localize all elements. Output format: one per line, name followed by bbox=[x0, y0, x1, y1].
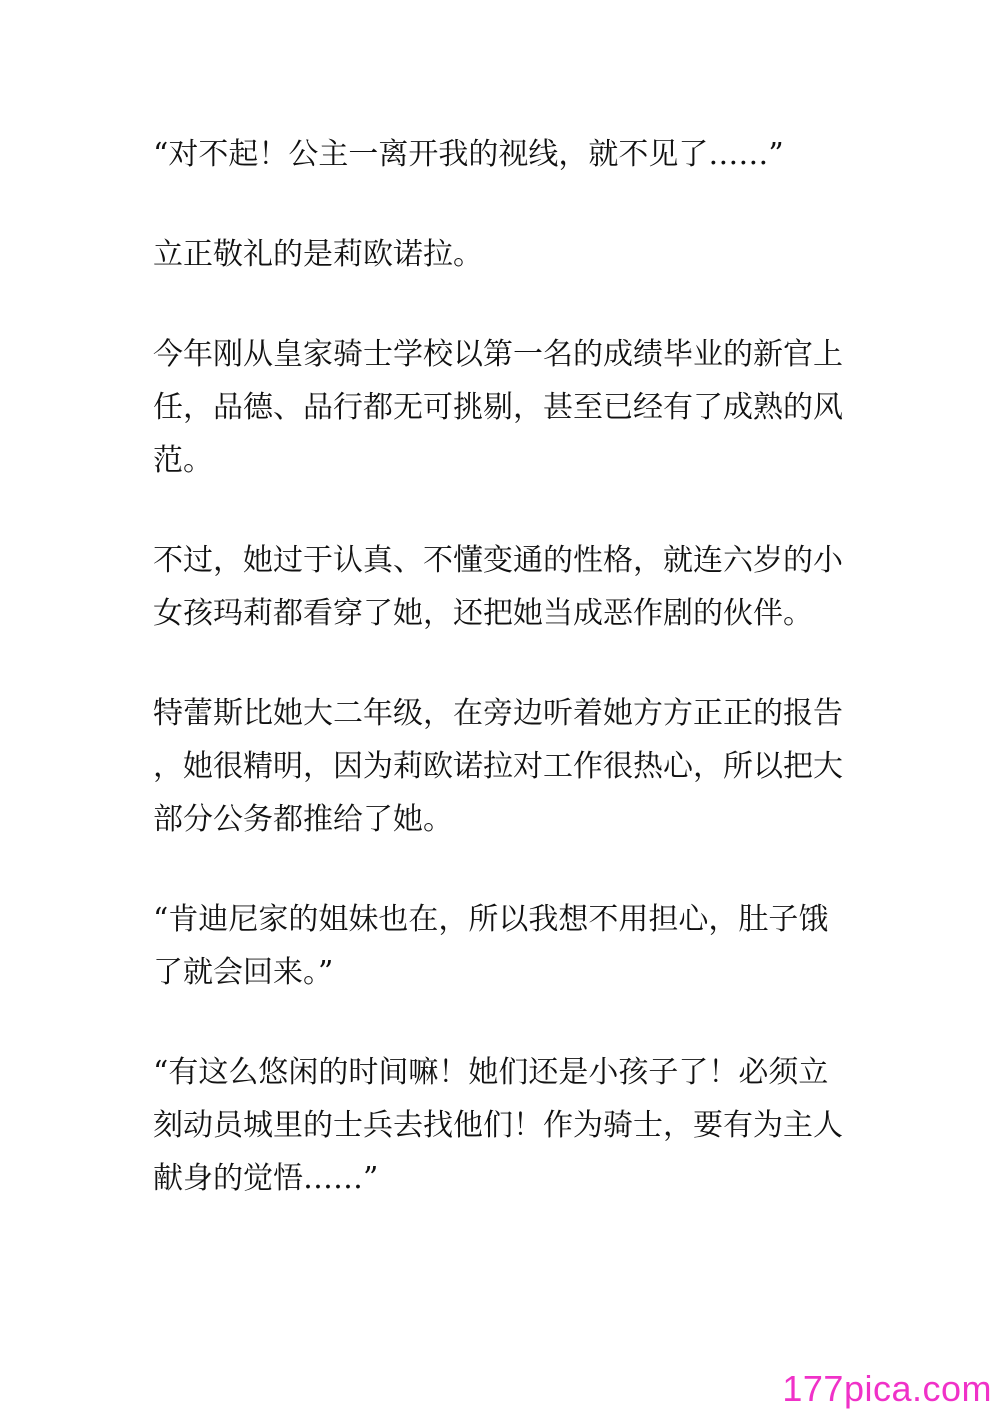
paragraph-6: “肯迪尼家的姐妹也在，所以我想不用担心，肚子饿了就会回来。” bbox=[153, 902, 829, 990]
body-text bbox=[153, 128, 853, 1252]
paragraph-2: 立正敬礼的是莉欧诺拉。 bbox=[153, 237, 483, 272]
paragraph-3: 今年刚从皇家骑士学校以第一名的成绩毕业的新官上任，品德、品行都无可挑剔，甚至已经有了成熟的风范。 bbox=[153, 337, 843, 478]
paragraph-1: “对不起！公主一离开我的视线，就不见了……” bbox=[153, 137, 784, 172]
paragraph-5: 特蕾斯比她大二年级，在旁边听着她方方正正的报告，她很精明，因为莉欧诺拉对工作很热心，所以把大部分公务都推给了她。 bbox=[153, 696, 843, 837]
paragraph-4: 不过，她过于认真、不懂变通的性格，就连六岁的小女孩玛莉都看穿了她，还把她当成恶作剧的伙伴。 bbox=[153, 543, 843, 631]
paragraph-7: “有这么悠闲的时间嘛！她们还是小孩子了！必须立刻动员城里的士兵去找他们！作为骑士，要有为主人献身的觉悟……” bbox=[153, 1055, 843, 1196]
watermark-text: 177pica.com bbox=[782, 1368, 992, 1409]
